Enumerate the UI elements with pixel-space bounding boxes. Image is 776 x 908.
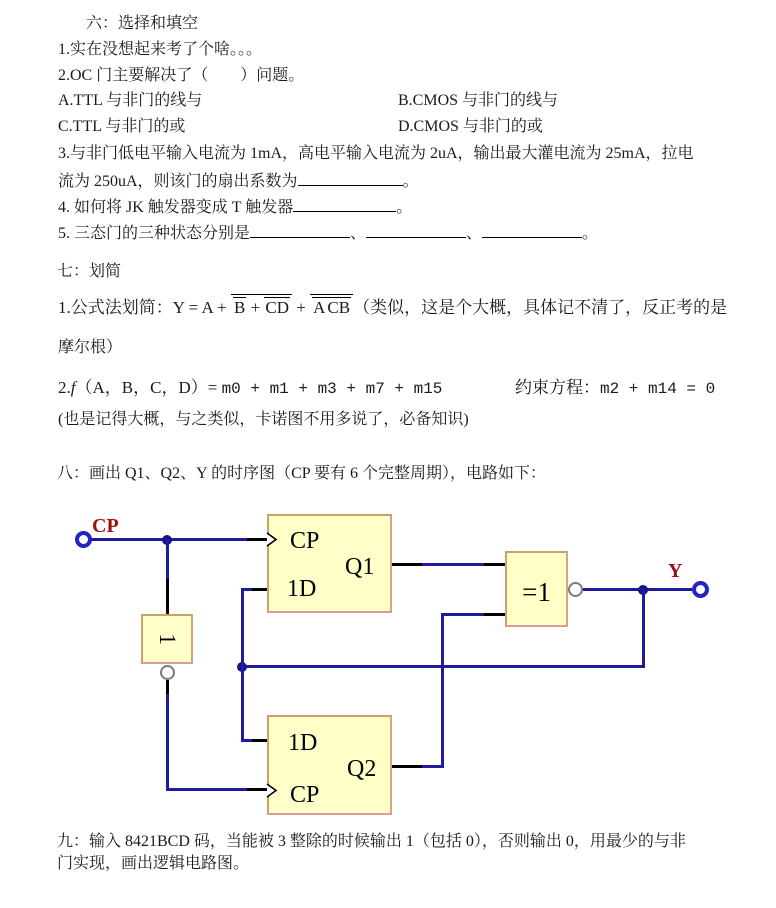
overline-outer-2 — [310, 294, 353, 317]
formula-1-tail: （类似，这是个大概，具体记不清了，反正考的是 — [353, 298, 728, 317]
period: 。 — [396, 199, 413, 216]
overline-b: B — [233, 298, 246, 317]
period: 。 — [582, 225, 599, 242]
ff1-q1-label: Q1 — [345, 554, 375, 580]
formula-1 — [58, 294, 727, 318]
overline-cb: CB — [327, 298, 351, 317]
question-4 — [58, 196, 412, 218]
wire-ff1-1d-in — [242, 588, 252, 591]
cp-net-label: CP — [92, 515, 119, 537]
overline-outer-1 — [231, 294, 292, 317]
cp-input-terminal — [75, 531, 92, 548]
wire-cp-stub — [247, 538, 267, 541]
fill-blank — [482, 222, 582, 238]
flipflop-2 — [267, 715, 392, 815]
wire-q2-vertical — [441, 613, 444, 768]
option-c: C.TTL 与非门的或 — [58, 118, 186, 135]
wire-gate-lower-stub — [484, 613, 505, 616]
wire-cp-to-inverter-upper — [166, 539, 169, 579]
section6-heading: 六：选择和填空 — [86, 15, 199, 32]
gate-output-bubble-icon — [568, 582, 583, 597]
wire-ff2-cp-stub — [247, 788, 267, 791]
wire-ff1-1d-stub — [252, 588, 267, 591]
function-args: （A，B，C，D）= — [75, 378, 222, 397]
xnor-gate — [505, 551, 568, 627]
wire-q1-stub-left — [392, 563, 422, 566]
ff2-cp-label: CP — [290, 782, 320, 808]
separator: 、 — [350, 225, 367, 242]
wire-q1-to-gate — [422, 563, 484, 566]
wire-q2-stub — [392, 765, 422, 768]
ff1-1d-label: 1D — [287, 576, 317, 602]
minterms: m0 + m1 + m3 + m7 + m15 — [221, 380, 443, 398]
ff2-clock-edge-icon — [266, 782, 279, 799]
wire-q1-stub-right — [484, 563, 505, 566]
formula-2 — [58, 378, 442, 399]
formula-2-note: (也是记得大概，与之类似，卡诺图不用多说了，必备知识) — [58, 411, 469, 428]
plus: + — [246, 298, 265, 317]
wire-inverter-to-ff2-horizontal — [166, 788, 248, 791]
overline-cd: CD — [265, 298, 290, 317]
constraint-terms: m2 + m14 = 0 — [600, 380, 716, 398]
y-output-terminal — [692, 581, 709, 598]
inverter-gate — [141, 614, 193, 664]
ff2-q2-label: Q2 — [347, 756, 377, 782]
function-symbol: f — [70, 378, 76, 397]
section8-heading: 八：画出 Q1、Q2、Y 的时序图（CP 要有 6 个完整周期），电路如下： — [57, 465, 547, 482]
option-a: A.TTL 与非门的线与 — [58, 92, 203, 109]
question-3-line2 — [58, 170, 419, 192]
option-d: D.CMOS 与非门的或 — [398, 118, 543, 135]
fill-blank — [293, 196, 396, 212]
xnor-gate-label: =1 — [522, 577, 551, 607]
inverter-gate-label: 1 — [155, 633, 181, 645]
formula-1-tail2: 摩尔根） — [58, 339, 123, 356]
wire-ff2-1d-stub — [252, 739, 267, 742]
wire-feedback-vertical-right — [642, 588, 645, 667]
wire-gate-lower-in — [441, 613, 485, 616]
fill-blank — [366, 222, 466, 238]
option-b: B.CMOS 与非门的线与 — [398, 92, 559, 109]
question-3-line1: 3.与非门低电平输入电流为 1mA，高电平输入电流为 2uA，输出最大灌电流为 25mA，拉电 — [58, 145, 694, 162]
wire-inverter-to-ff2-vertical — [166, 694, 169, 789]
wire-ff2-1d-in — [242, 739, 252, 742]
item-number: 2. — [58, 378, 71, 397]
wire-cp-to-inverter-lower — [166, 579, 169, 614]
question-5-text: 5. 三态门的三种状态分别是 — [58, 225, 251, 242]
plus: + — [292, 298, 311, 317]
question-2: 2.OC 门主要解决了（ ）问题。 — [58, 67, 305, 84]
separator: 、 — [466, 225, 483, 242]
section9-line1: 九：输入 8421BCD 码，当能被 3 整除的时候输出 1（包括 0），否则输出 0，用最少的与非 — [57, 833, 686, 850]
question-3-line2-text: 流为 250uA，则该门的扇出系数为 — [58, 173, 298, 190]
section9-line2: 门实现，画出逻辑电路图。 — [57, 855, 250, 872]
fill-blank — [298, 170, 403, 186]
overline-a: A — [313, 298, 326, 317]
y-net-label: Y — [668, 560, 683, 582]
section7-heading: 七：划简 — [57, 263, 122, 280]
question-1: 1.实在没想起来考了个啥。。。 — [58, 41, 263, 58]
period: 。 — [402, 173, 419, 190]
wire-inverter-out-stub — [166, 680, 169, 694]
inverter-output-bubble-icon — [160, 665, 175, 680]
ff1-cp-label: CP — [290, 528, 320, 554]
formula-1-lead: 1.公式法划简：Y = A + — [58, 298, 231, 317]
flipflop-1 — [267, 514, 392, 613]
question-4-text: 4. 如何将 JK 触发器变成 T 触发器 — [58, 199, 294, 216]
constraint-label: 约束方程： — [515, 378, 600, 397]
constraint-equation — [515, 378, 715, 399]
wire-1d-vertical — [241, 588, 244, 742]
fill-blank — [250, 222, 350, 238]
ff1-clock-edge-icon — [266, 531, 279, 548]
ff2-1d-label: 1D — [288, 730, 318, 756]
question-5 — [58, 222, 598, 244]
